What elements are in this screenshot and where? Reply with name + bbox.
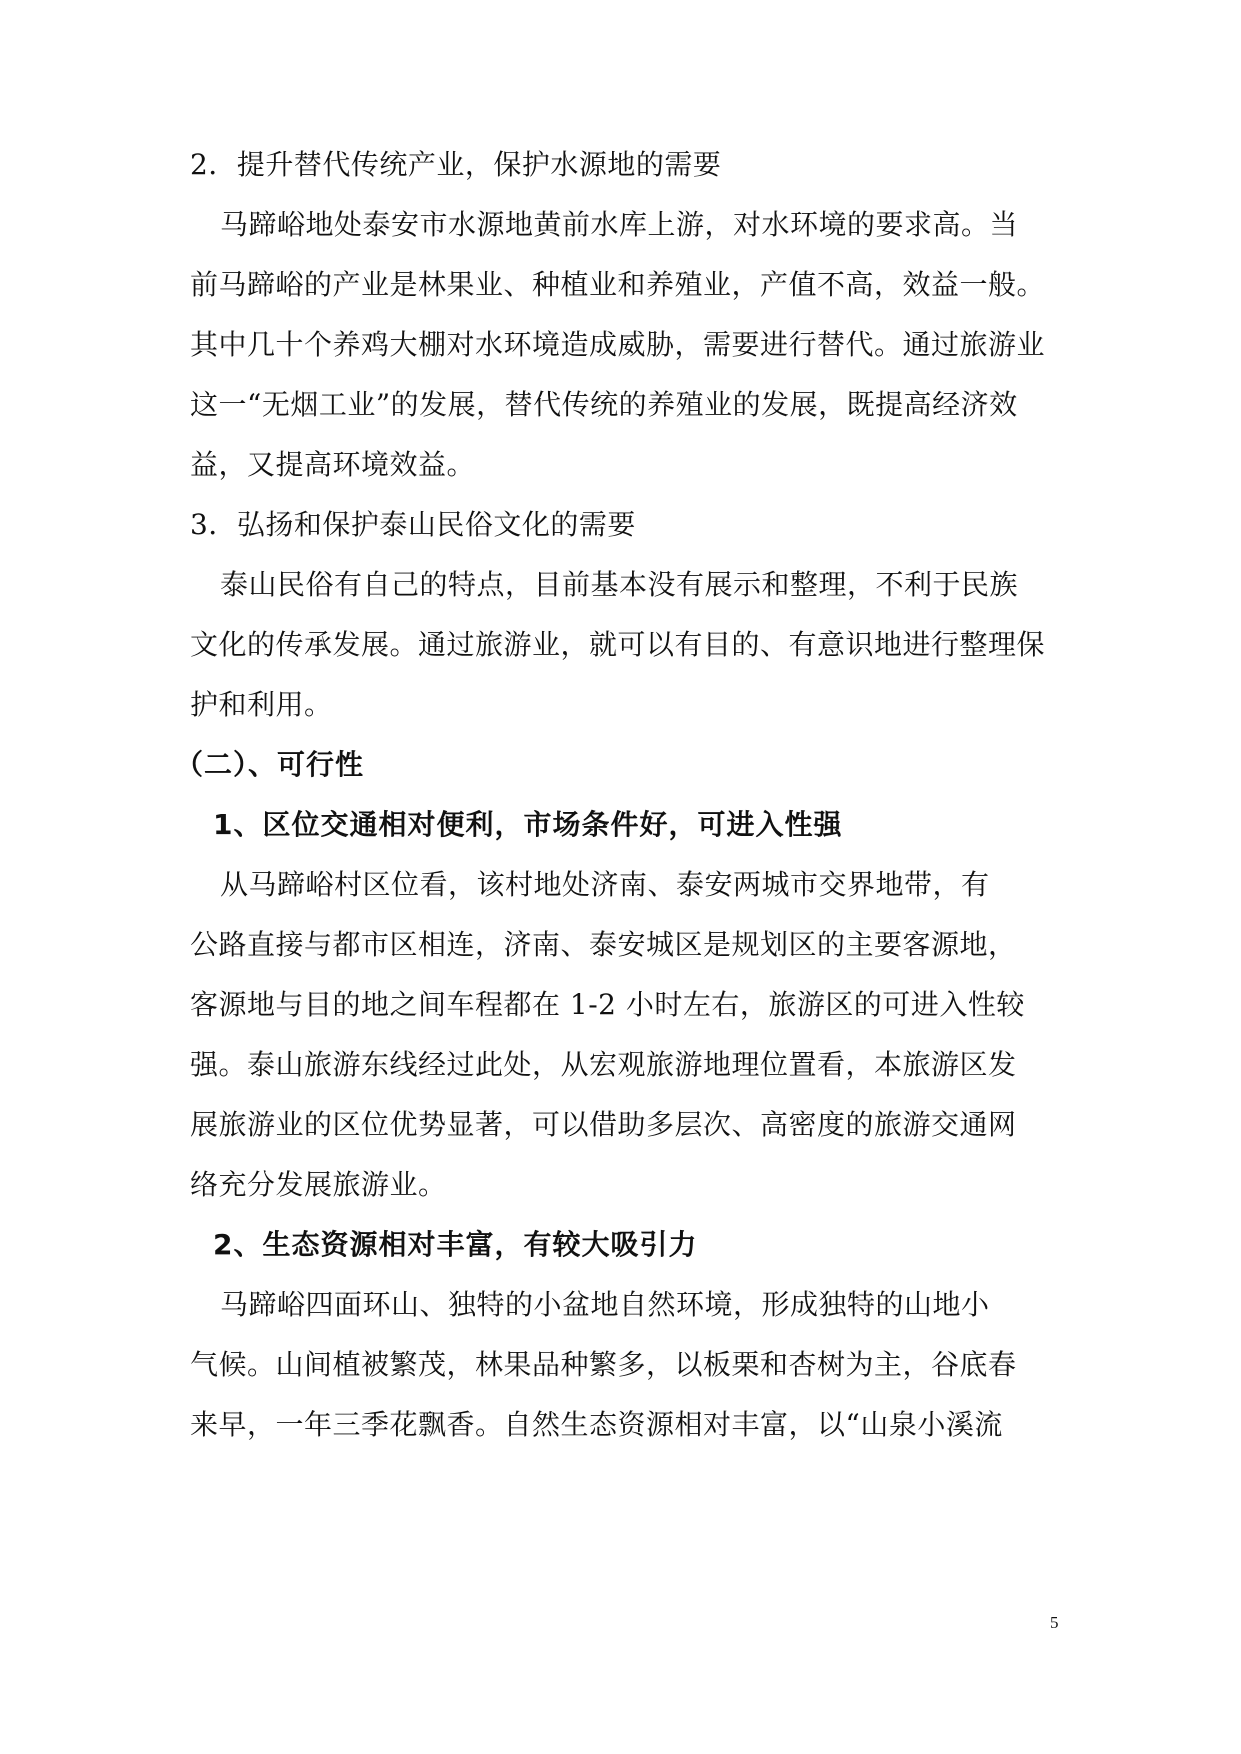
section-heading-feasibility: （二）、可行性 — [175, 748, 365, 781]
paragraph-line: 络充分发展旅游业。 — [190, 1168, 447, 1201]
paragraph-line: 护和利用。 — [190, 688, 333, 721]
paragraph-line: 马蹄峪地处泰安市水源地黄前水库上游，对水环境的要求高。当 — [220, 208, 1019, 241]
paragraph-line: 其中几十个养鸡大棚对水环境造成威胁，需要进行替代。通过旅游业 — [190, 328, 1046, 361]
paragraph-line: 气候。山间植被繁茂，林果品种繁多，以板栗和杏树为主，谷底春 — [190, 1348, 1017, 1381]
paragraph-line: 从马蹄峪村区位看，该村地处济南、泰安两城市交界地带，有 — [220, 868, 990, 901]
paragraph-line: 强。泰山旅游东线经过此处，从宏观旅游地理位置看，本旅游区发 — [190, 1048, 1017, 1081]
subsection-heading-ecology: 2、生态资源相对丰富，有较大吸引力 — [213, 1228, 698, 1261]
paragraph-line: 文化的传承发展。通过旅游业，就可以有目的、有意识地进行整理保 — [190, 628, 1046, 661]
subheading-3: 3．弘扬和保护泰山民俗文化的需要 — [190, 508, 636, 541]
subheading-2: 2．提升替代传统产业，保护水源地的需要 — [190, 148, 722, 181]
paragraph-line: 来早，一年三季花飘香。自然生态资源相对丰富，以“山泉小溪流 — [190, 1408, 1003, 1441]
paragraph-line: 马蹄峪四面环山、独特的小盆地自然环境，形成独特的山地小 — [220, 1288, 990, 1321]
paragraph-line: 展旅游业的区位优势显著，可以借助多层次、高密度的旅游交通网 — [190, 1108, 1017, 1141]
page-number: 5 — [1050, 1613, 1059, 1632]
paragraph-line: 公路直接与都市区相连，济南、泰安城区是规划区的主要客源地， — [190, 928, 1017, 961]
paragraph-line: 客源地与目的地之间车程都在 1-2 小时左右，旅游区的可进入性较 — [190, 988, 1025, 1021]
subsection-heading-location: 1、区位交通相对便利，市场条件好，可进入性强 — [213, 808, 843, 841]
paragraph-line: 这一“无烟工业”的发展，替代传统的养殖业的发展，既提高经济效 — [190, 388, 1018, 421]
paragraph-line: 前马蹄峪的产业是林果业、种植业和养殖业，产值不高，效益一般。 — [190, 268, 1046, 301]
paragraph-line: 泰山民俗有自己的特点，目前基本没有展示和整理，不利于民族 — [220, 568, 1019, 601]
paragraph-line: 益，又提高环境效益。 — [190, 448, 476, 481]
